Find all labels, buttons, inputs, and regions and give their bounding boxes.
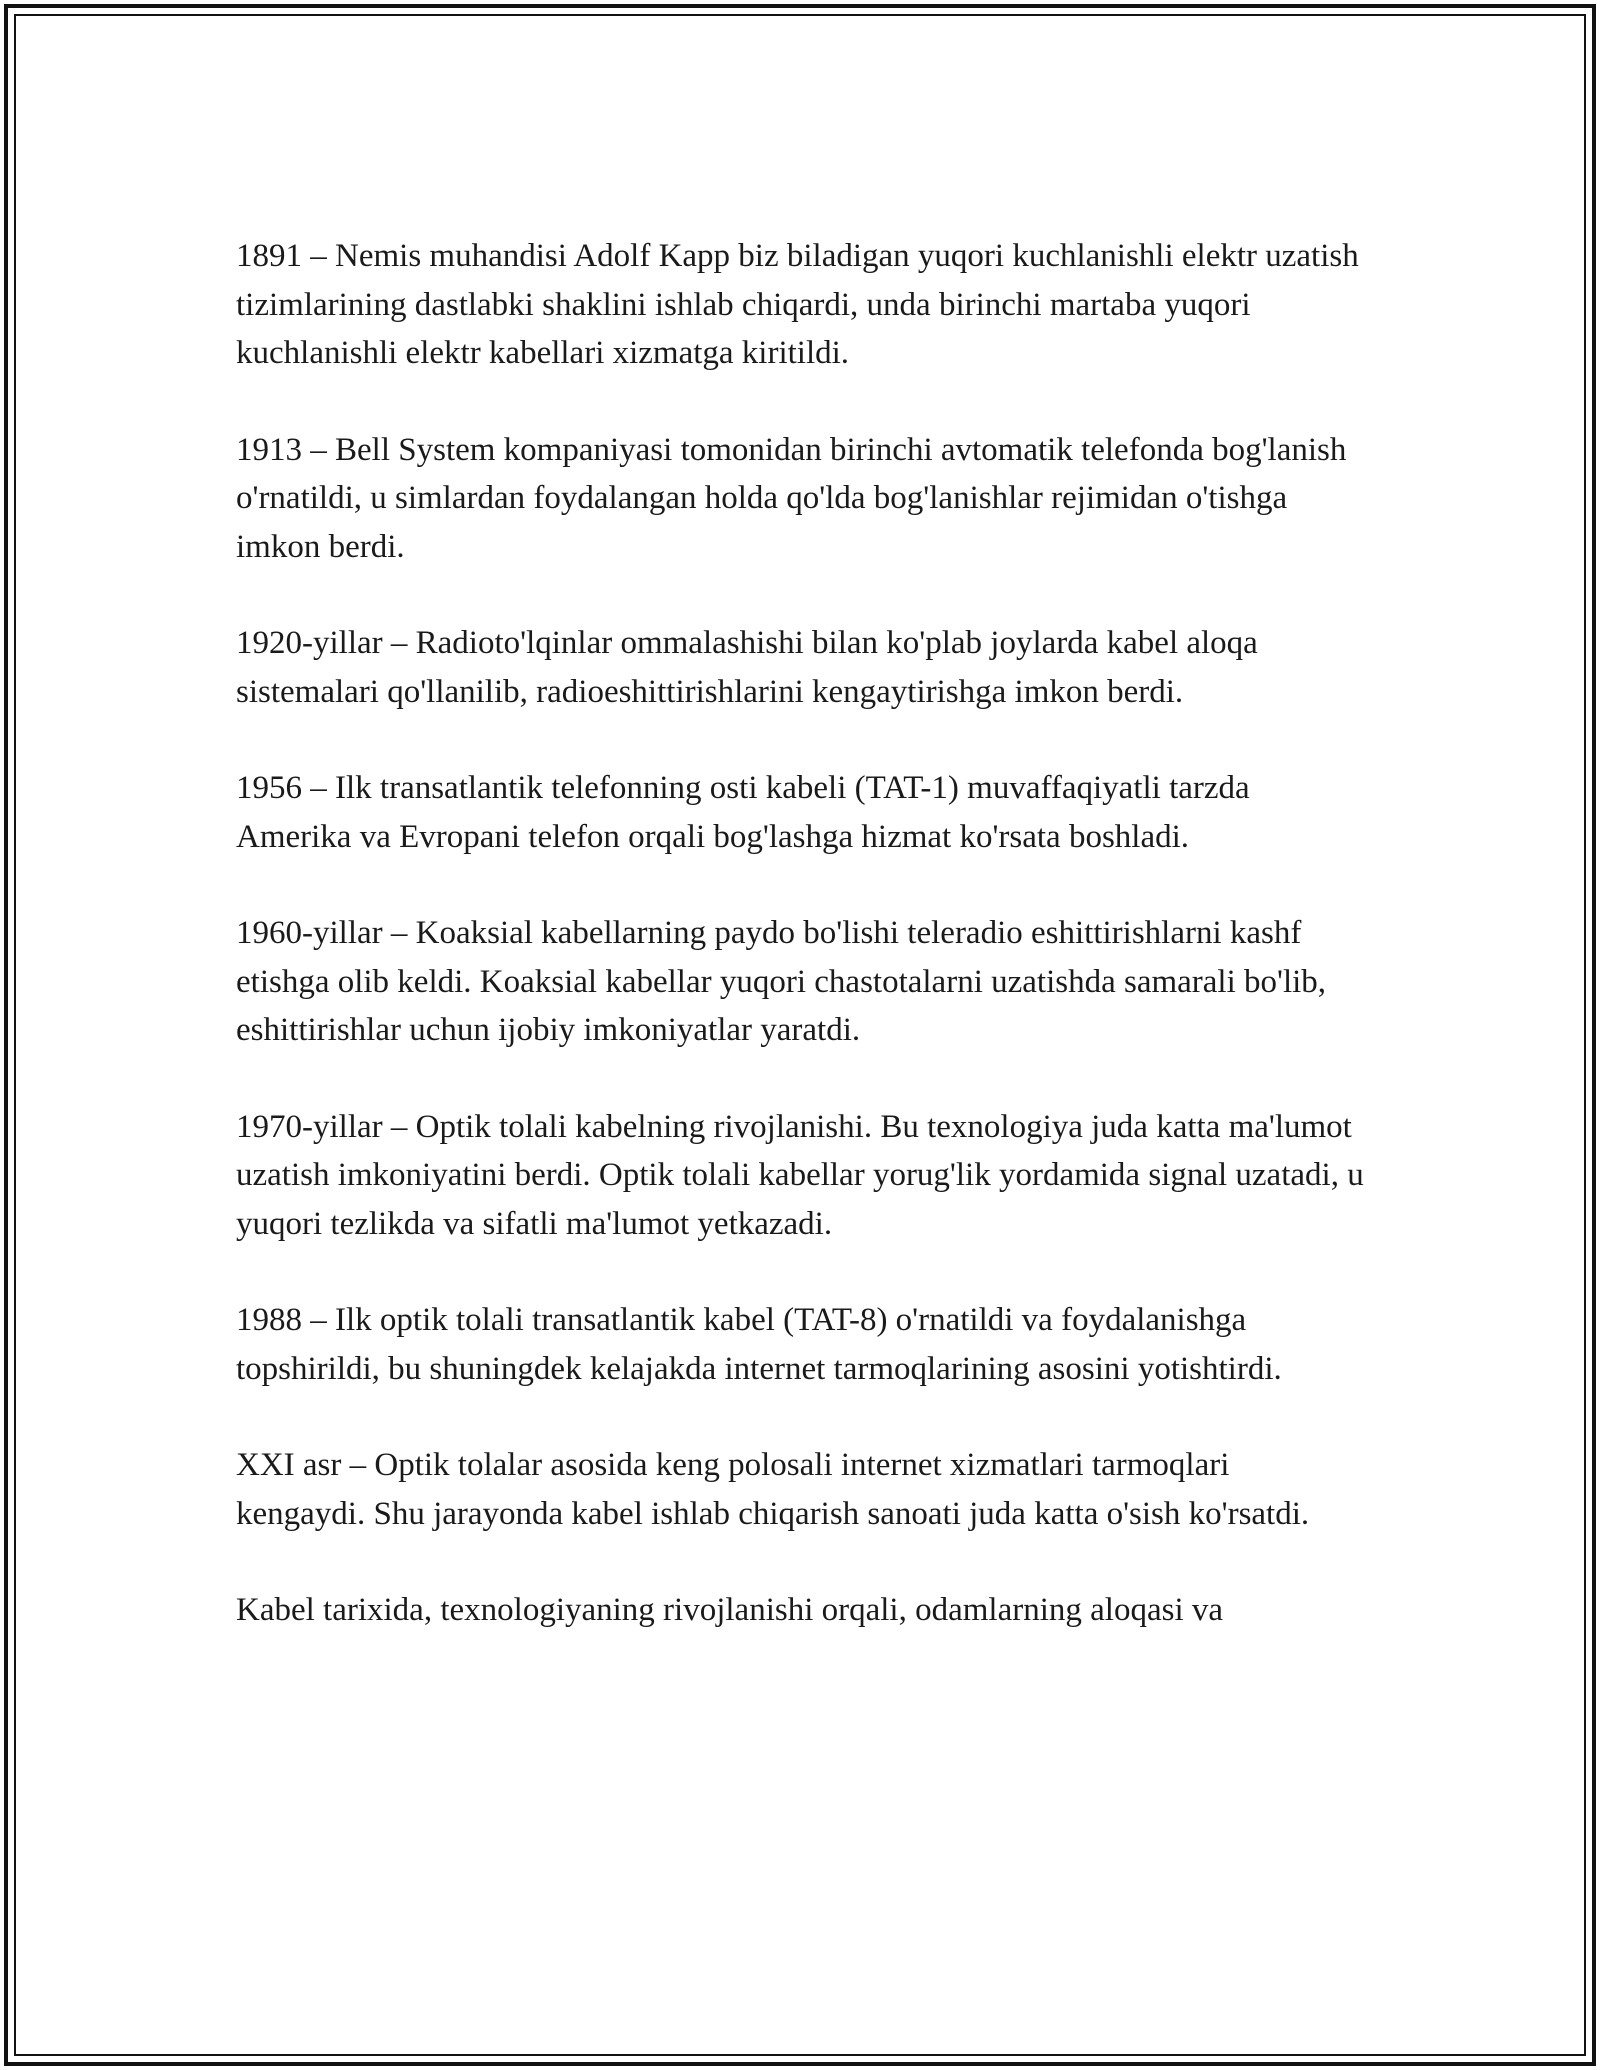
paragraph-1913: 1913 – Bell System kompaniyasi tomonidan birinchi avtomatik telefonda bog'lanish o'rnatildi, u simlardan foydalangan holda qo'lda bog'lanishlar rejimidan o'tishga imkon berdi. <box>236 431 1347 565</box>
paragraph-1956: 1956 – Ilk transatlantik telefonning osti kabeli (TAT-1) muvaffaqiyatli tarzda Amerika va Evropani telefon orqali bog'lashga hizmat ko'rsata boshladi. <box>236 770 1250 855</box>
paragraph-1891: 1891 – Nemis muhandisi Adolf Kapp biz biladigan yuqori kuchlanishli elektr uzatish tizimlarining dastlabki shaklini ishlab chiqardi, unda birinchi martaba yuqori kuchlanishli elektr kabellari xizmatga kiritildi. <box>236 238 1359 371</box>
paragraph-21st-century: XXI asr – Optik tolalar asosida keng polosali internet xizmatlari tarmoqlari kengaydi. Shu jarayonda kabel ishlab chiqarish sanoati juda katta o'sish ko'rsatdi. <box>236 1447 1310 1532</box>
paragraph-1988: 1988 – Ilk optik tolali transatlantik kabel (TAT-8) o'rnatildi va foydalanishga topshirildi, bu shuningdek kelajakda internet tarmoqlarining asosini yotishtirdi. <box>236 1302 1282 1387</box>
document-body <box>236 232 1366 1683</box>
paragraph-conclusion: Kabel tarixida, texnologiyaning rivojlanishi orqali, odamlarning aloqasi va <box>236 1592 1224 1628</box>
paragraph-1920s: 1920-yillar – Radioto'lqinlar ommalashishi bilan ko'plab joylarda kabel aloqa sistemalari qo'llanilib, radioeshittirishlarini kengaytirishga imkon berdi. <box>236 625 1258 710</box>
paragraph-1960s: 1960-yillar – Koaksial kabellarning paydo bo'lishi teleradio eshittirishlarni kashf etishga olib keldi. Koaksial kabellar yuqori chastotalarni uzatishda samarali bo'lib, eshittirishlar uchun ijobiy imkoniyatlar yaratdi. <box>236 915 1327 1048</box>
paragraph-1970s: 1970-yillar – Optik tolali kabelning rivojlanishi. Bu texnologiya juda katta ma'lumot uzatish imkoniyatini berdi. Optik tolali kabellar yorug'lik yordamida signal uzatadi, u yuqori tezlikda va sifatli ma'lumot yetkazadi. <box>236 1108 1364 1242</box>
